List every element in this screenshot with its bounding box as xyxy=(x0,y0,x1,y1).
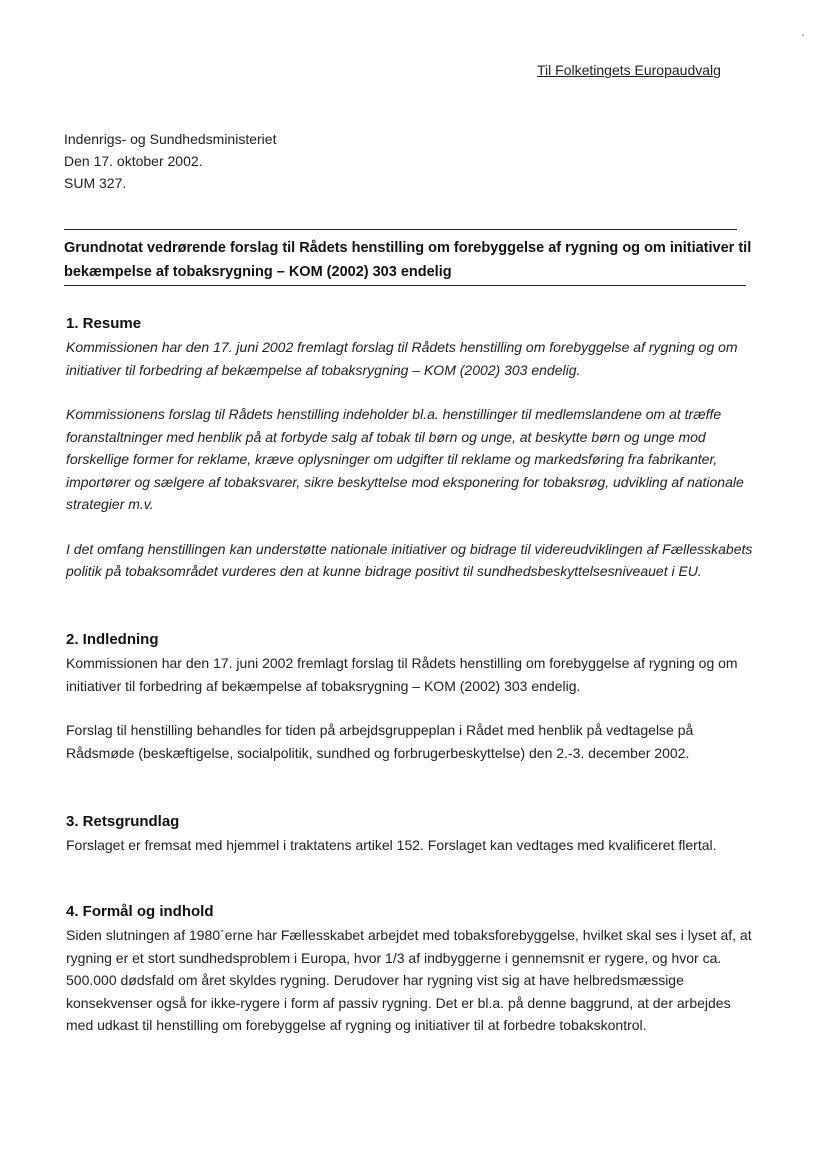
paragraph: I det omfang henstillingen kan understøtte nationale initiativer og bidrage til videreudviklingen af Fællesskabets politik på tobaksområdet vurderes den at kunne bidrage positivt til sundhedsbeskyttelsesniveauet i EU. xyxy=(66,540,753,579)
section-heading: 1. Resume xyxy=(66,315,142,332)
paragraph: Forslaget er fremsat med hjemmel i traktatens artikel 152. Forslaget kan vedtages med kvalificeret flertal. xyxy=(66,837,717,853)
section-formaal xyxy=(66,902,756,1037)
paragraph: Forslag til henstilling behandles for tiden på arbejdsgruppeplan i Rådet med henblik på vedtagelse på Rådsmøde (beskæftigelse, socialpolitik, sundhed og forbrugerbeskyttelse) den 2.-3. december 2002. xyxy=(66,722,694,761)
recipient-line: Til Folketingets Europaudvalg xyxy=(537,62,721,78)
sender-block xyxy=(64,128,276,194)
paragraph: Siden slutningen af 1980´erne har Fællesskabet arbejdet med tobaksforebyggelse, hvilket skal ses i lyset af, at rygning er et stort sundhedsproblem i Europa, hvor 1/3 af indbyggerne i gennemsnit er rygere, og hvor ca. 500.000 dødsfald om året skyldes rygning. Derudover har rygning vist sig at have helbredsmæssige konsekvenser også for ikke-rygere i form af passiv rygning. Det er bl.a. på denne baggrund, at der arbejdes med udkast til henstilling om forebyggelse af rygning og initiativer til at forbedre tobakskontrol. xyxy=(66,927,752,1033)
scan-mark: ' xyxy=(802,33,804,44)
paragraph: Kommissionen har den 17. juni 2002 fremlagt forslag til Rådets henstilling om forebyggelse af rygning og om initiativer til forbedring af bekæmpelse af tobaksrygning – KOM (2002) 303 endelig. xyxy=(66,339,738,378)
title-top-rule xyxy=(64,229,737,230)
section-heading: 2. Indledning xyxy=(66,631,159,648)
title-bottom-rule xyxy=(64,285,746,286)
section-resume xyxy=(66,314,756,583)
document-reference: SUM 327. xyxy=(64,175,127,191)
paragraph: Kommissionen har den 17. juni 2002 fremlagt forslag til Rådets henstilling om forebyggelse af rygning og om initiativer til forbedring af bekæmpelse af tobaksrygning – KOM (2002) 303 endelig. xyxy=(66,655,738,694)
document-title: Grundnotat vedrørende forslag til Rådets henstilling om forebyggelse af rygning og om initiativer til bekæmpelse af tobaksrygning – KOM (2002) 303 endelig xyxy=(64,240,752,280)
document-date: Den 17. oktober 2002. xyxy=(64,153,203,169)
section-heading: 4. Formål og indhold xyxy=(66,903,214,920)
paragraph: Kommissionens forslag til Rådets henstilling indeholder bl.a. henstillinger til medlemslandene om at træffe foranstaltninger med henblik på at forbyde salg af tobak til børn og unge, at beskytte børn og unge mod forskellige former for reklame, kræve oplysninger om udgifter til reklame og markedsføring fra fabrikanter, importører og sælgere af tobaksvarer, sikre beskyttelse mod eksponering for tobaksrøg, udvikling af nationale strategier m.v. xyxy=(66,406,744,512)
section-heading: 3. Retsgrundlag xyxy=(66,813,180,830)
section-indledning xyxy=(66,630,756,764)
section-retsgrundlag xyxy=(66,812,756,857)
ministry-name: Indenrigs- og Sundhedsministeriet xyxy=(64,131,277,147)
